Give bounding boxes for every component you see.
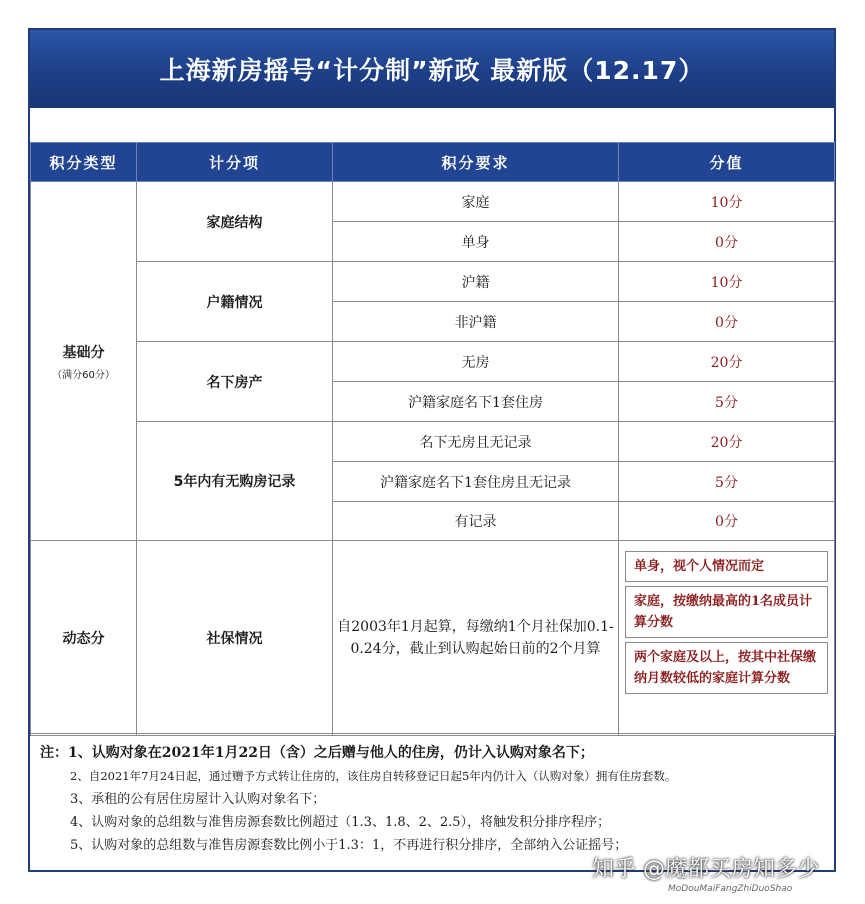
document-frame [28,28,836,872]
req-cell: 沪籍家庭名下1套住房且无记录 [333,462,619,502]
value-cell: 0分 [619,302,835,342]
title-banner: 上海新房摇号“计分制”新政 最新版（12.17） [30,30,834,108]
item-property-owned: 名下房产 [137,342,333,422]
req-cell: 单身 [333,222,619,262]
value-cell: 5分 [619,462,835,502]
req-cell: 非沪籍 [333,302,619,342]
dynamic-value-multi-family: 两个家庭及以上，按其中社保缴纳月数较低的家庭计算分数 [625,642,828,694]
note-2: 2、自2021年7月24日起，通过赠予方式转让住房的，该住房自转移登记日起5年内仍计入（认购对象）拥有住房套数。 [70,769,677,783]
watermark: 知乎 @魔都买房知多少 [592,857,819,882]
req-cell: 家庭 [333,182,619,222]
dynamic-type-cell: 动态分 [31,541,137,736]
item-household-registration: 户籍情况 [137,262,333,342]
value-cell: 0分 [619,502,835,541]
value-cell: 20分 [619,422,835,462]
table-header [31,143,835,182]
value-cell: 0分 [619,222,835,262]
note-1: 注：1、认购对象在2021年1月22日（含）之后赠与他人的住房，仍计入认购对象名下； [40,745,594,761]
item-purchase-record: 5年内有无购房记录 [137,422,333,541]
note-3: 3、承租的公有居住房屋计入认购对象名下； [70,792,326,807]
table-row [31,342,835,382]
req-cell: 名下无房且无记录 [333,422,619,462]
item-social-security: 社保情况 [137,541,333,736]
value-cell: 20分 [619,342,835,382]
header-type: 积分类型 [31,143,137,182]
table-row [31,422,835,462]
header-item: 计分项 [137,143,333,182]
dynamic-value-family: 家庭，按缴纳最高的1名成员计算分数 [625,586,828,638]
dynamic-requirement: 自2003年1月起算，每缴纳1个月社保加0.1-0.24分，截止到认购起始日前的2个月算 [333,541,619,736]
header-value: 分值 [619,143,835,182]
item-family-structure: 家庭结构 [137,182,333,262]
value-cell: 10分 [619,262,835,302]
score-table [30,142,835,736]
req-cell: 无房 [333,342,619,382]
table-row [31,182,835,222]
table-row [31,541,835,736]
value-cell: 5分 [619,382,835,422]
req-cell: 沪籍 [333,262,619,302]
note-4: 4、认购对象的总组数与准售房源套数比例超过（1.3、1.8、2、2.5），将触发积分排序程序； [70,815,611,830]
value-cell: 10分 [619,182,835,222]
req-cell: 沪籍家庭名下1套住房 [333,382,619,422]
notes-section [30,733,834,870]
base-type-sub: （满分60分） [52,369,115,381]
req-cell: 有记录 [333,502,619,541]
header-requirement: 积分要求 [333,143,619,182]
dynamic-value-single: 单身，视个人情况而定 [625,551,828,582]
note-5: 5、认购对象的总组数与准售房源套数比例小于1.3：1，不再进行积分排序，全部纳入公证摇号； [70,838,628,853]
dynamic-values-cell [619,541,835,736]
table-row [31,262,835,302]
base-type-cell [31,182,137,541]
watermark-sub: MoDouMaiFangZhiDuoShao [668,884,793,894]
base-type-label: 基础分 [62,344,105,361]
